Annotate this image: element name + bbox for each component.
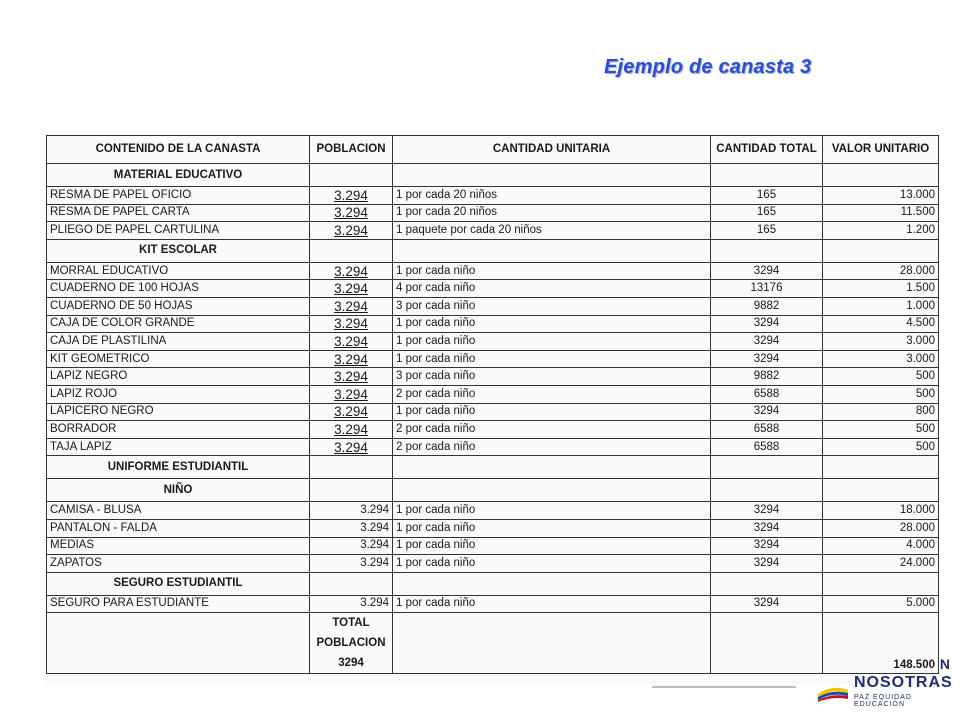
unit-value-cell: 500: [823, 368, 939, 386]
total-label-line: POBLACION: [316, 637, 386, 650]
item-name: CAJA DE COLOR GRANDE: [47, 315, 310, 333]
population-cell: 3.294: [310, 595, 393, 613]
unit-quantity-cell: 2 por cada niño: [393, 385, 711, 403]
section-row: [47, 164, 939, 187]
empty-cell: [310, 572, 393, 595]
unit-value-cell: 28.000: [823, 519, 939, 537]
item-name: CUADERNO DE 50 HOJAS: [47, 297, 310, 315]
population-cell: 3.294: [310, 187, 393, 205]
table-row: [47, 421, 939, 439]
total-quantity-cell: 3294: [711, 555, 823, 573]
empty-cell: [823, 164, 939, 187]
population-cell: 3.294: [310, 385, 393, 403]
empty-cell: [310, 164, 393, 187]
unit-quantity-cell: 2 por cada niño: [393, 421, 711, 439]
table-row: [47, 262, 939, 280]
table-row: [47, 222, 939, 240]
unit-quantity-cell: 3 por cada niño: [393, 297, 711, 315]
column-header: CONTENIDO DE LA CANASTA: [47, 136, 310, 164]
total-quantity-cell: 9882: [711, 297, 823, 315]
table-header-row: [47, 136, 939, 164]
unit-value-cell: 800: [823, 403, 939, 421]
empty-cell: [823, 456, 939, 479]
table-row: [47, 280, 939, 298]
population-cell: 3.294: [310, 368, 393, 386]
unit-quantity-cell: 4 por cada niño: [393, 280, 711, 298]
table-row: [47, 333, 939, 351]
total-quantity-cell: 3294: [711, 350, 823, 368]
empty-cell: [823, 572, 939, 595]
table-row: [47, 537, 939, 555]
unit-quantity-cell: 1 por cada niño: [393, 262, 711, 280]
population-cell: 3.294: [310, 262, 393, 280]
table-row: [47, 187, 939, 205]
population-cell: 3.294: [310, 502, 393, 520]
unit-quantity-cell: 1 por cada niño: [393, 502, 711, 520]
total-row: [47, 613, 939, 674]
total-population-cell: [310, 613, 393, 674]
item-name: CAMISA - BLUSA: [47, 502, 310, 520]
unit-value-cell: 24.000: [823, 555, 939, 573]
total-quantity-cell: 165: [711, 187, 823, 205]
section-row: [47, 572, 939, 595]
table-row: [47, 502, 939, 520]
population-cell: 3.294: [310, 222, 393, 240]
section-label: KIT ESCOLAR: [47, 239, 310, 262]
unit-value-cell: 28.000: [823, 262, 939, 280]
unit-value-cell: 500: [823, 421, 939, 439]
unit-quantity-cell: 1 por cada niño: [393, 519, 711, 537]
empty-cell: [711, 613, 823, 674]
item-name: LAPIZ NEGRO: [47, 368, 310, 386]
unit-value-cell: 500: [823, 385, 939, 403]
total-quantity-cell: 3294: [711, 333, 823, 351]
total-quantity-cell: 3294: [711, 537, 823, 555]
population-cell: 3.294: [310, 403, 393, 421]
decorative-line: [652, 686, 796, 688]
unit-quantity-cell: 1 por cada 20 niños: [393, 187, 711, 205]
item-name: RESMA DE PAPEL OFICIO: [47, 187, 310, 205]
unit-quantity-cell: 2 por cada niño: [393, 438, 711, 456]
section-row: [47, 479, 939, 502]
column-header: CANTIDAD UNITARIA: [393, 136, 711, 164]
population-cell: 3.294: [310, 350, 393, 368]
empty-cell: [310, 479, 393, 502]
population-cell: 3.294: [310, 297, 393, 315]
population-cell: 3.294: [310, 280, 393, 298]
unit-value-cell: 4.000: [823, 537, 939, 555]
empty-cell: [393, 479, 711, 502]
table-row: [47, 519, 939, 537]
item-name: CUADERNO DE 100 HOJAS: [47, 280, 310, 298]
total-quantity-cell: 6588: [711, 438, 823, 456]
total-quantity-cell: 165: [711, 222, 823, 240]
column-header: VALOR UNITARIO: [823, 136, 939, 164]
table-row: [47, 204, 939, 222]
unit-value-cell: 18.000: [823, 502, 939, 520]
item-name: MORRAL EDUCATIVO: [47, 262, 310, 280]
population-cell: 3.294: [310, 537, 393, 555]
empty-cell: [711, 239, 823, 262]
empty-cell: [310, 456, 393, 479]
total-value-cell: 148.500: [823, 613, 939, 674]
item-name: PLIEGO DE PAPEL CARTULINA: [47, 222, 310, 240]
total-label-line: 3294: [338, 657, 364, 670]
table-row: [47, 350, 939, 368]
total-quantity-cell: 3294: [711, 315, 823, 333]
unit-quantity-cell: 1 por cada niño: [393, 595, 711, 613]
empty-cell: [711, 164, 823, 187]
table-row: [47, 595, 939, 613]
total-quantity-cell: 3294: [711, 502, 823, 520]
section-row: [47, 239, 939, 262]
slide-title: Ejemplo de canasta 3: [604, 56, 812, 78]
empty-cell: [393, 456, 711, 479]
population-cell: 3.294: [310, 333, 393, 351]
table-row: [47, 555, 939, 573]
empty-cell: [711, 456, 823, 479]
population-cell: 3.294: [310, 315, 393, 333]
population-cell: 3.294: [310, 421, 393, 439]
unit-value-cell: 1.200: [823, 222, 939, 240]
population-cell: 3.294: [310, 555, 393, 573]
item-name: RESMA DE PAPEL CARTA: [47, 204, 310, 222]
table-row: [47, 385, 939, 403]
item-name: ZAPATOS: [47, 555, 310, 573]
item-name: TAJA LAPIZ: [47, 438, 310, 456]
unit-value-cell: 11.500: [823, 204, 939, 222]
item-name: SEGURO PARA ESTUDIANTE: [47, 595, 310, 613]
population-cell: 3.294: [310, 438, 393, 456]
unit-value-cell: 5.000: [823, 595, 939, 613]
unit-value-cell: 500: [823, 438, 939, 456]
logo-tagline: PAZ EQUIDAD EDUCACIÓN: [854, 694, 912, 708]
ministry-logo: [812, 656, 960, 720]
unit-value-cell: 13.000: [823, 187, 939, 205]
unit-quantity-cell: 1 por cada niño: [393, 555, 711, 573]
total-quantity-cell: 6588: [711, 421, 823, 439]
table-row: [47, 438, 939, 456]
empty-cell: [711, 572, 823, 595]
population-cell: 3.294: [310, 204, 393, 222]
unit-value-cell: 4.500: [823, 315, 939, 333]
total-quantity-cell: 3294: [711, 519, 823, 537]
unit-quantity-cell: 1 por cada niño: [393, 537, 711, 555]
empty-cell: [823, 239, 939, 262]
section-label: UNIFORME ESTUDIANTIL: [47, 456, 310, 479]
total-quantity-cell: 6588: [711, 385, 823, 403]
item-name: KIT GEOMETRICO: [47, 350, 310, 368]
basket-table: [46, 135, 939, 674]
column-header: CANTIDAD TOTAL: [711, 136, 823, 164]
unit-quantity-cell: 1 paquete por cada 20 niños: [393, 222, 711, 240]
unit-value-cell: 1.500: [823, 280, 939, 298]
unit-quantity-cell: 1 por cada niño: [393, 315, 711, 333]
item-name: MEDIAS: [47, 537, 310, 555]
empty-cell: [823, 479, 939, 502]
logo-letter: N: [939, 656, 950, 672]
population-cell: 3.294: [310, 519, 393, 537]
empty-cell: [393, 613, 711, 674]
table-row: [47, 297, 939, 315]
total-quantity-cell: 165: [711, 204, 823, 222]
total-quantity-cell: 3294: [711, 262, 823, 280]
item-name: PANTALON - FALDA: [47, 519, 310, 537]
unit-quantity-cell: 1 por cada niño: [393, 333, 711, 351]
table-row: [47, 403, 939, 421]
flag-swoosh-icon: [816, 682, 850, 702]
unit-value-cell: 3.000: [823, 333, 939, 351]
column-header: POBLACION: [310, 136, 393, 164]
empty-cell: [393, 239, 711, 262]
empty-cell: [47, 613, 310, 674]
section-label: MATERIAL EDUCATIVO: [47, 164, 310, 187]
total-quantity-cell: 9882: [711, 368, 823, 386]
item-name: LAPICERO NEGRO: [47, 403, 310, 421]
table-row: [47, 315, 939, 333]
section-label: SEGURO ESTUDIANTIL: [47, 572, 310, 595]
item-name: LAPIZ ROJO: [47, 385, 310, 403]
unit-quantity-cell: 3 por cada niño: [393, 368, 711, 386]
section-label: NIÑO: [47, 479, 310, 502]
logo-wordmark: NOSOTRAS: [854, 674, 953, 691]
total-label-line: TOTAL: [332, 617, 370, 630]
empty-cell: [711, 479, 823, 502]
unit-quantity-cell: 1 por cada niño: [393, 403, 711, 421]
total-quantity-cell: 3294: [711, 403, 823, 421]
unit-quantity-cell: 1 por cada 20 niños: [393, 204, 711, 222]
total-quantity-cell: 13176: [711, 280, 823, 298]
empty-cell: [393, 164, 711, 187]
unit-value-cell: 1.000: [823, 297, 939, 315]
item-name: CAJA DE PLASTILINA: [47, 333, 310, 351]
section-row: [47, 456, 939, 479]
empty-cell: [393, 572, 711, 595]
empty-cell: [310, 239, 393, 262]
total-quantity-cell: 3294: [711, 595, 823, 613]
unit-quantity-cell: 1 por cada niño: [393, 350, 711, 368]
table-row: [47, 368, 939, 386]
unit-value-cell: 3.000: [823, 350, 939, 368]
item-name: BORRADOR: [47, 421, 310, 439]
